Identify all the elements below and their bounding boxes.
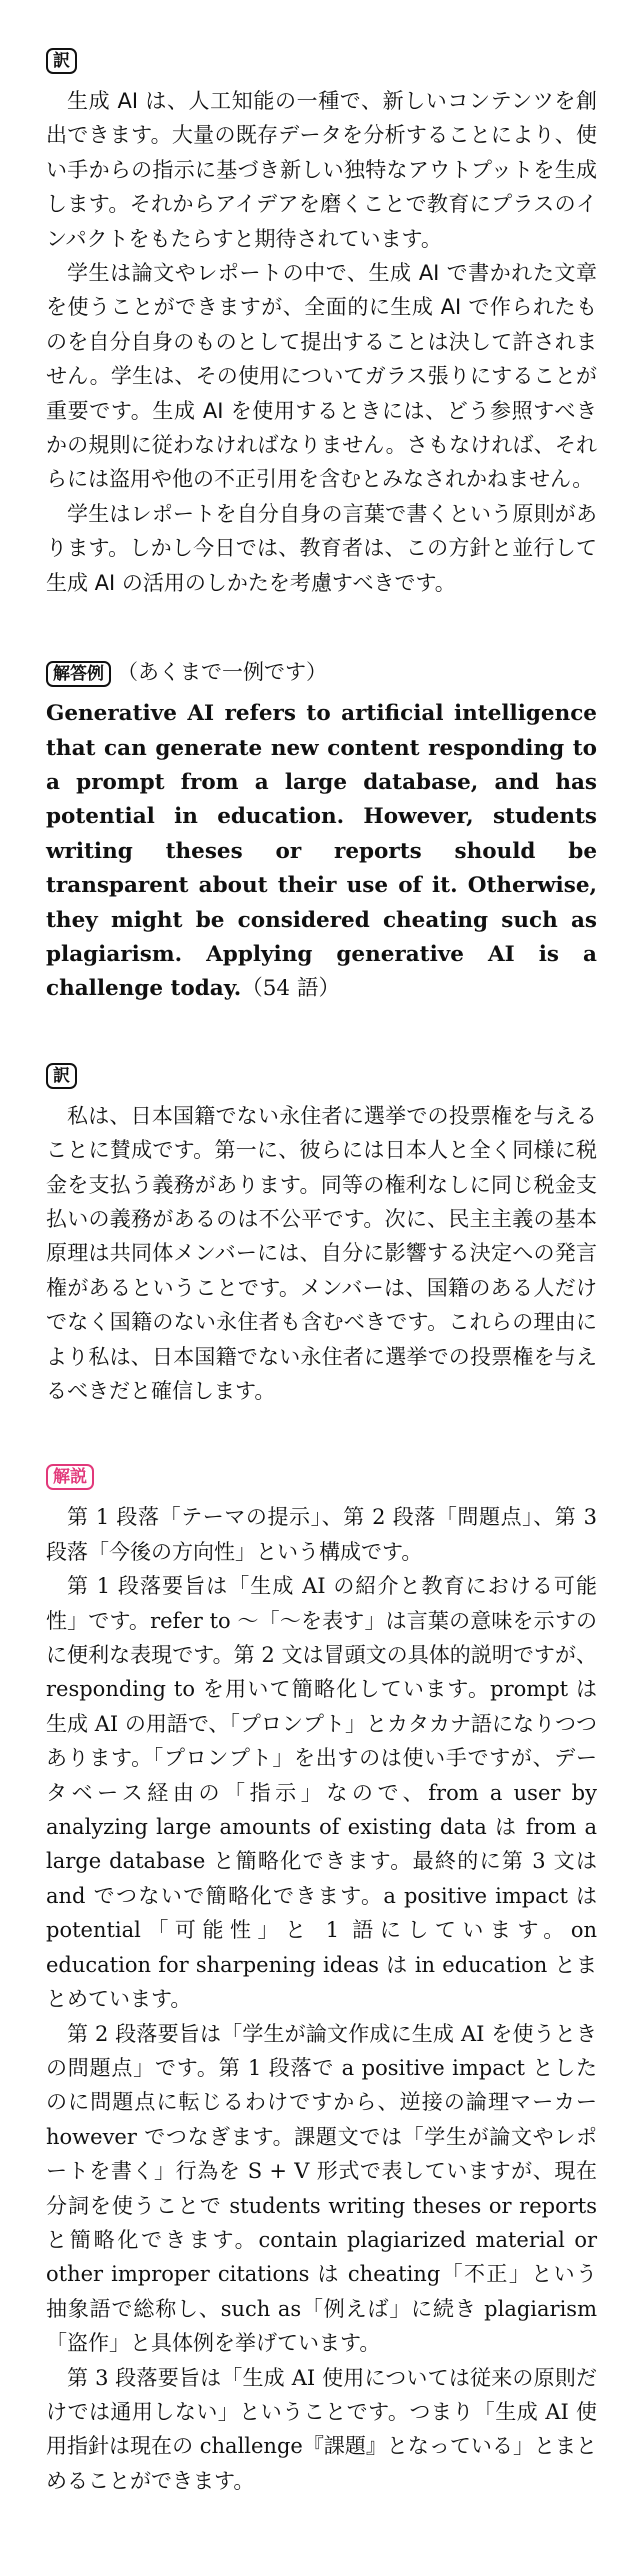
tag-row: [46, 1063, 597, 1089]
model-answer-body: Generative AI refers to artificial intelligence that can generate new content responding to a prompt from a large database, and has potential in education. However, students writing theses or reports should be transparent about their use of it. Otherwise, they might be considered cheating such as plagiarism. Applying generative AI is a challenge today.: [46, 701, 597, 1002]
model-answer-tag: 解答例: [46, 661, 111, 687]
tag-row: [46, 48, 597, 74]
translation-tag: 訳: [46, 48, 77, 74]
paragraph: 第 1 段落要旨は「生成 AI の紹介と教育における可能性」です。refer to 〜「〜を表す」は言葉の意味を示すのに便利な表現です。第 2 文は冒頭文の具体的説明ですが、responding to を用いて簡略化しています。prompt は生成 AI の用語で、「プロンプト」とカタカナ語になりつつあります。「プロンプト」を出すのは使い手ですが、データベース経由の「指示」なので、from a user by analyzing large amounts of existing data は from a large database と簡略化できます。最終的に第 3 文は and でつないで簡略化できます。a positive impact は potential「可能性」と 1 語にしています。on education for sharpening ideas は in education とまとめています。: [46, 1574, 597, 2012]
explanation-tag: 解説: [46, 1464, 94, 1490]
paragraph: 私は、日本国籍でない永住者に選挙での投票権を与えることに賛成です。第一に、彼らには日本人と全く同様に税金を支払う義務があります。同等の権利なしに同じ税金支払いの義務があるのは不公平です。次に、民主主義の基本原理は共同体メンバーには、自分に影響する決定への発言権があるということです。メンバーは、国籍のある人だけでなく国籍のない永住者も含むべきです。これらの理由により私は、日本国籍でない永住者に選挙での投票権を与えるべきだと確信します。: [46, 1103, 597, 1403]
tag-row: [46, 656, 597, 687]
word-count: （54 語）: [241, 976, 340, 1002]
explanation-section: [46, 1464, 597, 2498]
paragraph: 第 3 段落要旨は「生成 AI 使用については従来の原則だけでは通用しない」ということです。つまり「生成 AI 使用指針は現在の challenge『課題』となっている」とまとめることができます。: [46, 2365, 597, 2493]
paragraph: 第 2 段落要旨は「学生が論文作成に生成 AI を使うときの問題点」です。第 1 段落で a positive impact としたのに問題点に転じるわけですから、逆接の論理マーカー however でつなぎます。課題文では「学生が論文やレポートを書く」行為を S + V 形式で表していますが、現在分詞を使うことで students writing theses or reports と簡略化できます。contain plagiarized material or other improper citations は cheating「不正」という抽象語で総称し、such as「例えば」に続き plagiarism「盗作」と具体例を挙げています。: [46, 2021, 597, 2356]
translation-section-1: [46, 48, 597, 600]
translation-section-2: [46, 1063, 597, 1409]
model-answer-text: [46, 697, 597, 1007]
model-answer-note: （あくまで一例です）: [117, 660, 327, 685]
paragraph: 学生はレポートを自分自身の言葉で書くという原則があります。しかし今日では、教育者は、この方針と並行して生成 AI の活用のしかたを考慮すべきです。: [46, 501, 597, 595]
paragraph: 学生は論文やレポートの中で、生成 AI で書かれた文章を使うことができますが、全面的に生成 AI で作られたものを自分自身のものとして提出することは決して許されません。学生は、その使用についてガラス張りにすることが重要です。生成 AI を使用するときには、どう参照すべきかの規則に従わなければなりません。さもなければ、それらには盗用や他の不正引用を含むとみなされかねません。: [46, 261, 597, 492]
model-answer-section: [46, 656, 597, 1007]
paragraph: 第 1 段落「テーマの提示」、第 2 段落「問題点」、第 3 段落「今後の方向性」という構成です。: [46, 1505, 597, 1564]
tag-row: [46, 1464, 597, 1490]
translation-tag: 訳: [46, 1063, 77, 1089]
paragraph: 生成 AI は、人工知能の一種で、新しいコンテンツを創出できます。大量の既存データを分析することにより、使い手からの指示に基づき新しい独特なアウトプットを生成します。それからアイデアを磨くことで教育にプラスのインパクトをもたらすと期待されています。: [46, 89, 598, 251]
